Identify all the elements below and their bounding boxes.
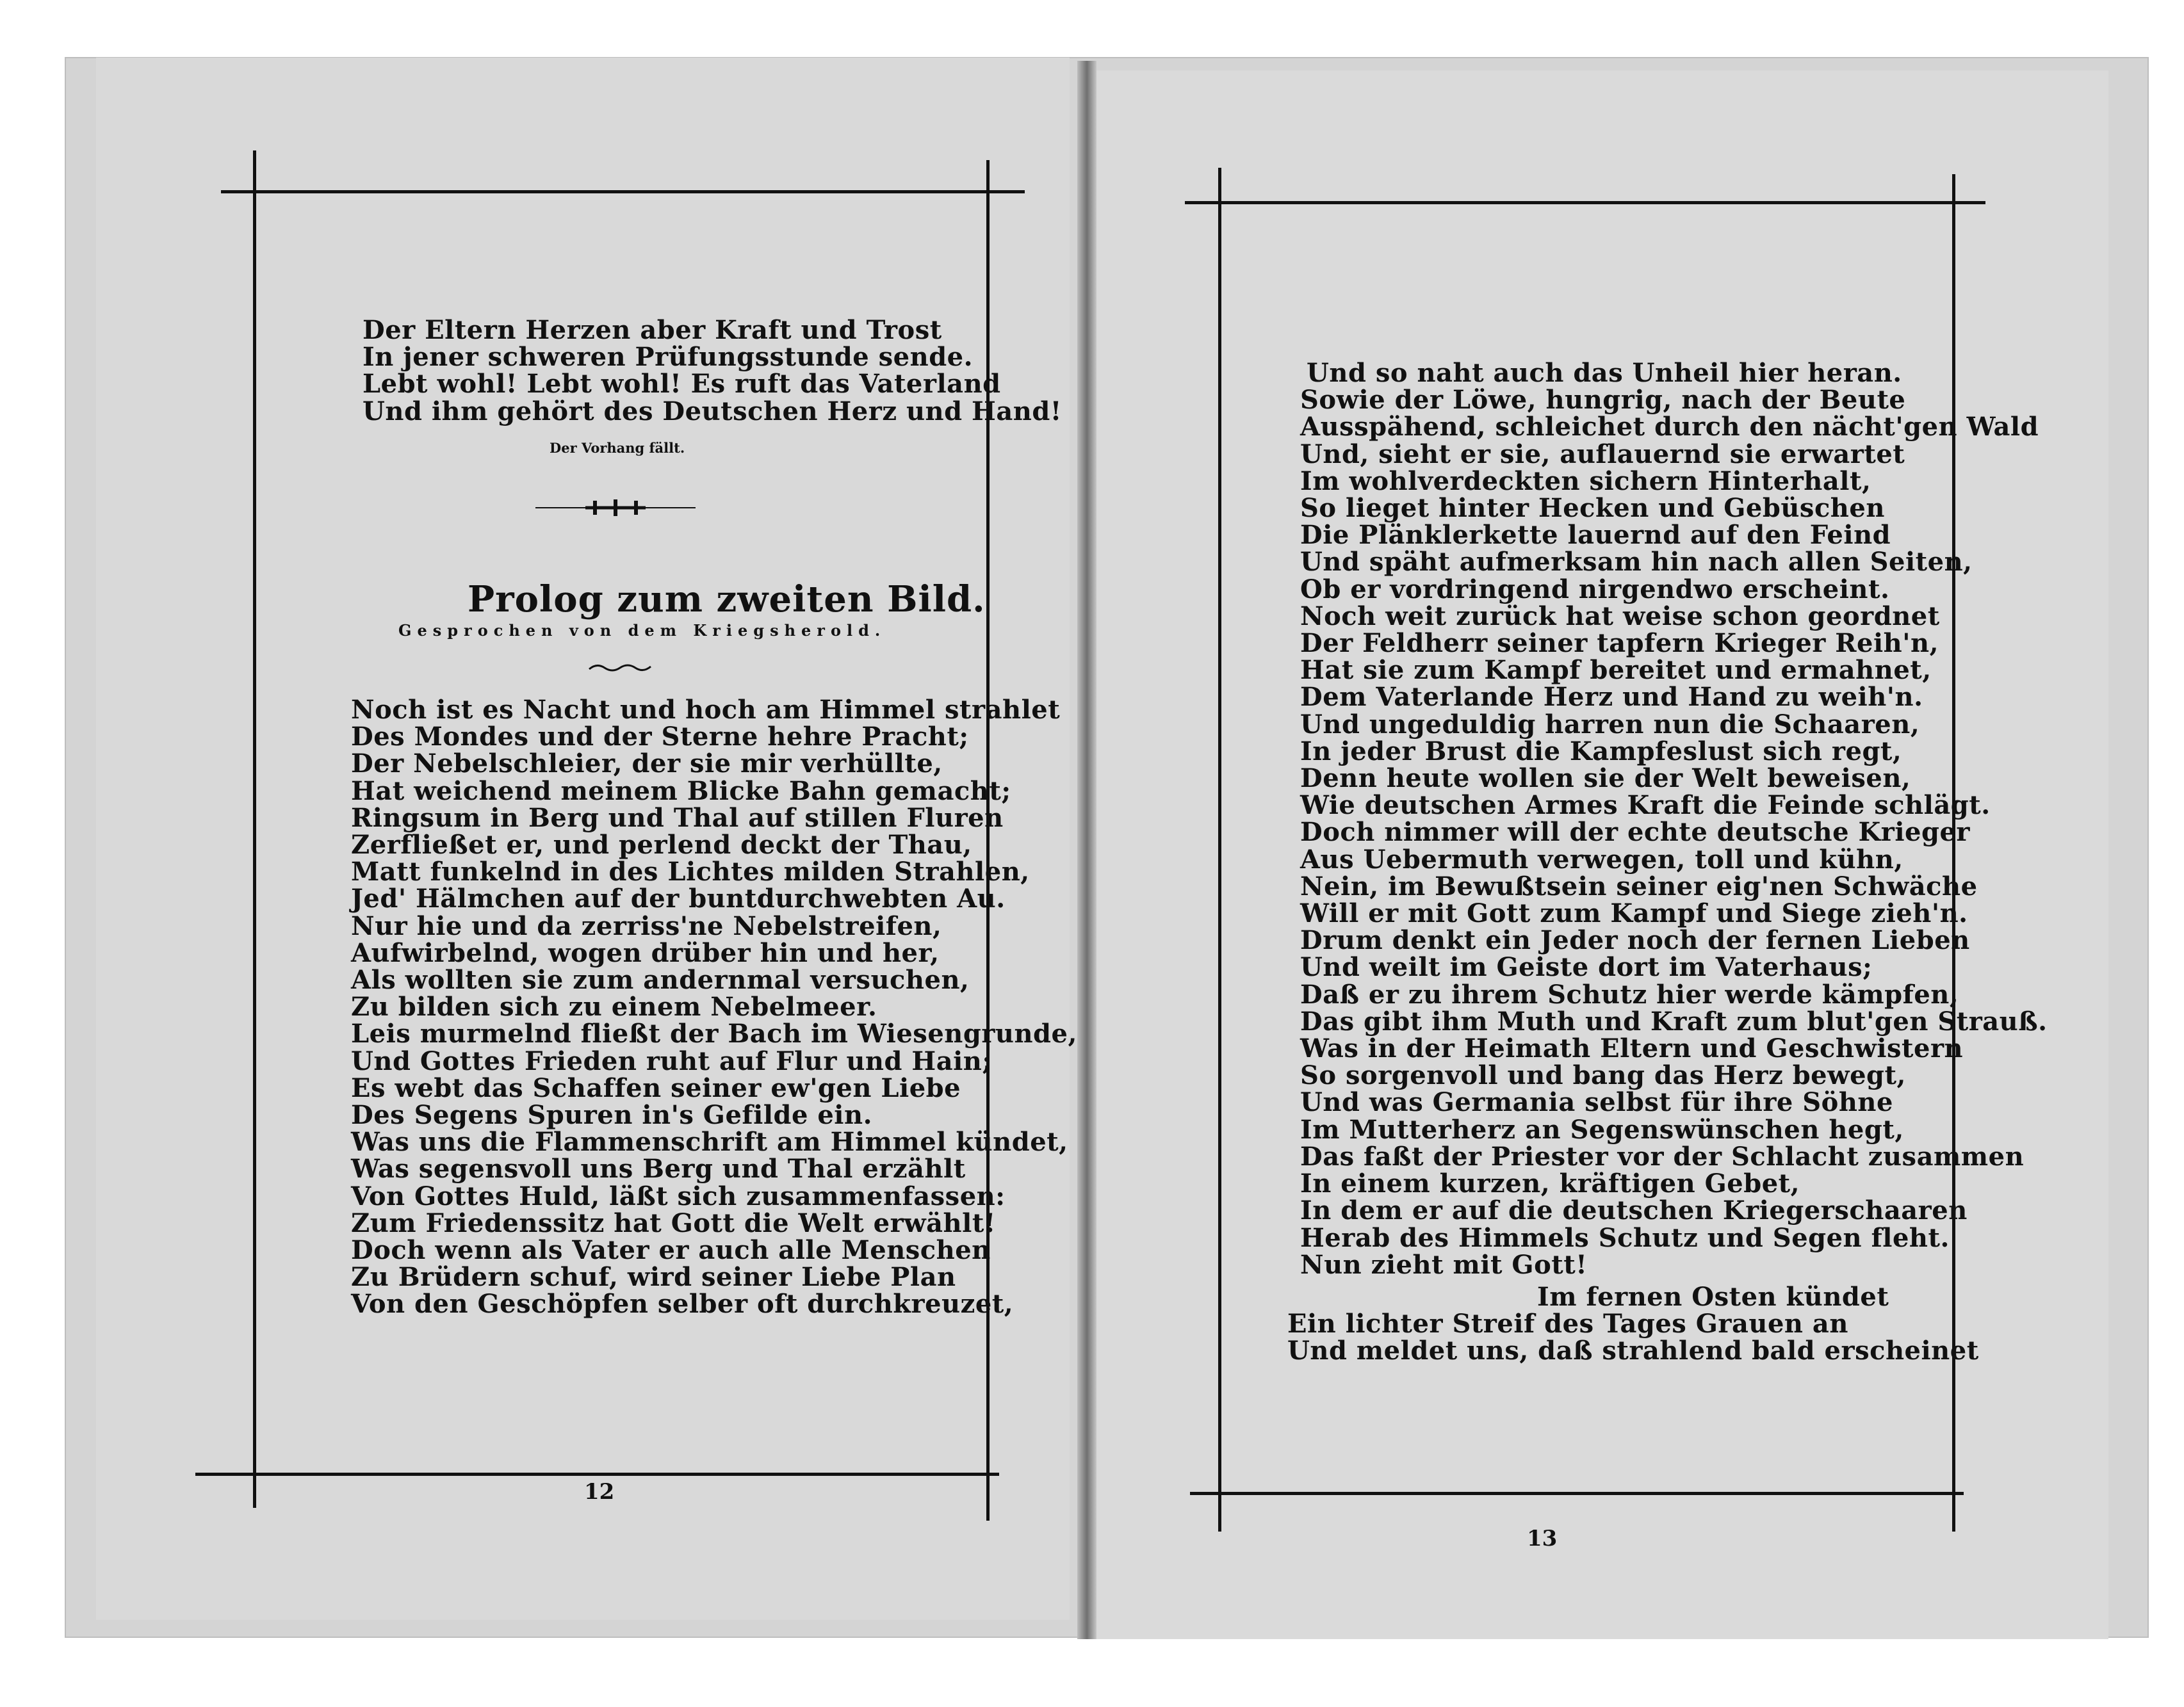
left-closing-stanza	[363, 317, 1062, 425]
right-frame-left-rule	[1218, 168, 1221, 1532]
verse-line: Im wohlverdeckten sichern Hinterhalt,	[1300, 465, 1871, 496]
verse-line: Und meldet uns, daß strahlend bald erscheinet	[1287, 1336, 1979, 1366]
ornament-divider	[535, 498, 696, 517]
right-frame-bottom-rule	[1190, 1492, 1964, 1495]
verse-line: Die Plänklerkette lauernd auf den Feind	[1300, 520, 1891, 551]
verse-line: Ringsum in Berg und Thal auf stillen Fluren	[351, 802, 1004, 833]
verse-line: Zum Friedenssitz hat Gott die Welt erwählt!	[351, 1208, 996, 1238]
verse-line: Und, sieht er sie, auflauernd sie erwartet	[1300, 439, 1905, 469]
left-poem	[351, 697, 1077, 1318]
verse-line: Noch weit zurück hat weise schon geordnet	[1300, 601, 1940, 631]
verse-line: Des Segens Spuren in's Gefilde ein.	[351, 1100, 873, 1131]
verse-line: Das gibt ihm Muth und Kraft zum blut'gen Strauß.	[1300, 1006, 2048, 1037]
verse-line: Nein, im Bewußtsein seiner eig'nen Schwäche	[1300, 871, 1978, 902]
verse-line: Sowie der Löwe, hungrig, nach der Beute	[1300, 385, 1906, 416]
verse-line: Noch ist es Nacht und hoch am Himmel strahlet	[351, 695, 1061, 725]
right-frame-top-rule	[1185, 201, 1985, 204]
right-closing-lines	[1287, 1284, 1979, 1365]
verse-line: Hat weichend meinem Blicke Bahn gemacht;	[351, 775, 1011, 806]
verse-line: Zu Brüdern schuf, wird seiner Liebe Plan	[351, 1262, 956, 1293]
verse-line: Denn heute wollen sie der Welt beweisen,	[1300, 763, 1911, 794]
verse-line: Will er mit Gott zum Kampf und Siege zieh'n.	[1300, 898, 1968, 929]
verse-line: Und weilt im Geiste dort im Vaterhaus;	[1300, 952, 1873, 983]
verse-line: Und ihm gehört des Deutschen Herz und Hand!	[363, 396, 1062, 426]
verse-line: Zu bilden sich zu einem Nebelmeer.	[351, 992, 877, 1023]
verse-line: Nun zieht mit Gott!	[1300, 1249, 1588, 1280]
verse-line: Leis murmelnd fließt der Bach im Wiesengrunde,	[351, 1019, 1077, 1049]
verse-line: Und späht aufmerksam hin nach allen Seiten,	[1300, 547, 1973, 578]
verse-line: In dem er auf die deutschen Kriegerschaaren	[1300, 1195, 1968, 1226]
verse-line: Was uns die Flammenschrift am Himmel kündet,	[351, 1127, 1068, 1158]
verse-line: Als wollten sie zum andernmal versuchen,	[351, 965, 970, 996]
section-subtitle: Gesprochen von dem Kriegsherold.	[398, 621, 886, 640]
verse-line: Des Mondes und der Sterne hehre Pracht;	[351, 722, 969, 752]
verse-line: Aufwirbelnd, wogen drüber hin und her,	[351, 937, 940, 968]
verse-line: In jeder Brust die Kampfeslust sich regt,	[1300, 736, 1902, 766]
verse-line: Doch wenn als Vater er auch alle Menschen	[351, 1235, 991, 1266]
verse-line: Jed' Hälmchen auf der buntdurchwebten Au.	[351, 884, 1006, 914]
verse-line: Ausspähend, schleichet durch den nächt'gen Wald	[1300, 412, 2039, 442]
verse-line: Der Feldherr seiner tapfern Krieger Reih'n,	[1300, 628, 1939, 659]
verse-line: Von den Geschöpfen selber oft durchkreuzet,	[351, 1289, 1014, 1320]
verse-line: Im Mutterherz an Segenswünschen hegt,	[1300, 1114, 1904, 1145]
verse-line: So sorgenvoll und bang das Herz bewegt,	[1300, 1060, 1906, 1091]
stage-direction: Der Vorhang fällt.	[550, 440, 685, 456]
verse-line: Der Eltern Herzen aber Kraft und Trost	[363, 315, 942, 345]
verse-line: In einem kurzen, kräftigen Gebet,	[1300, 1169, 1800, 1199]
verse-line-indented: Im fernen Osten kündet	[1537, 1282, 1889, 1312]
verse-line: Daß er zu ihrem Schutz hier werde kämpfen,	[1300, 979, 1959, 1010]
verse-line: Ob er vordringend nirgendwo erscheint.	[1300, 574, 1890, 604]
verse-line: Matt funkelnd in des Lichtes milden Strahlen,	[351, 857, 1030, 887]
verse-line: Es webt das Schaffen seiner ew'gen Liebe	[351, 1072, 961, 1103]
left-frame-bottom-rule	[195, 1473, 999, 1476]
verse-line: Zerfließet er, und perlend deckt der Thau,	[351, 830, 972, 861]
verse-line: Dem Vaterlande Herz und Hand zu weih'n.	[1300, 682, 1923, 713]
verse-line: Hat sie zum Kampf bereitet und ermahnet,	[1300, 655, 1932, 686]
left-frame-left-rule	[253, 150, 256, 1508]
verse-line: So lieget hinter Hecken und Gebüschen	[1300, 493, 1885, 524]
verse-line: In jener schweren Prüfungsstunde sende.	[363, 342, 974, 373]
verse-line: Von Gottes Huld, läßt sich zusammenfassen:	[351, 1181, 1006, 1211]
verse-line: Und ungeduldig harren nun die Schaaren,	[1300, 709, 1920, 740]
verse-line: Ein lichter Streif des Tages Grauen an	[1287, 1309, 1848, 1339]
verse-line: Was segensvoll uns Berg und Thal erzählt	[351, 1154, 966, 1185]
tilde-divider	[588, 661, 652, 674]
book-gutter	[1077, 61, 1096, 1639]
verse-line: Doch nimmer will der echte deutsche Krieger	[1300, 817, 1970, 848]
verse-line: Und so naht auch das Unheil hier heran.	[1307, 358, 1902, 388]
verse-line: Der Nebelschleier, der sie mir verhüllte,	[351, 748, 943, 779]
verse-line: Lebt wohl! Lebt wohl! Es ruft das Vaterland	[363, 369, 1001, 400]
verse-line: Herab des Himmels Schutz und Segen fleht.	[1300, 1222, 1950, 1253]
page-number-left: 12	[584, 1479, 615, 1505]
right-poem	[1300, 360, 2048, 1279]
left-frame-top-rule	[221, 190, 1025, 193]
verse-line: Was in der Heimath Eltern und Geschwistern	[1300, 1033, 1964, 1064]
section-title: Prolog zum zweiten Bild.	[468, 578, 986, 620]
page-number-right: 13	[1527, 1526, 1558, 1551]
verse-line: Drum denkt ein Jeder noch der fernen Lieben	[1300, 925, 1970, 956]
verse-line: Das faßt der Priester vor der Schlacht zusammen	[1300, 1141, 2025, 1172]
verse-line: Und was Germania selbst für ihre Söhne	[1300, 1087, 1893, 1118]
verse-line: Und Gottes Frieden ruht auf Flur und Hain;	[351, 1046, 992, 1076]
verse-line: Aus Uebermuth verwegen, toll und kühn,	[1300, 844, 1903, 875]
verse-line: Nur hie und da zerriss'ne Nebelstreifen,	[351, 910, 942, 941]
verse-line: Wie deutschen Armes Kraft die Feinde schlägt.	[1300, 790, 1991, 821]
